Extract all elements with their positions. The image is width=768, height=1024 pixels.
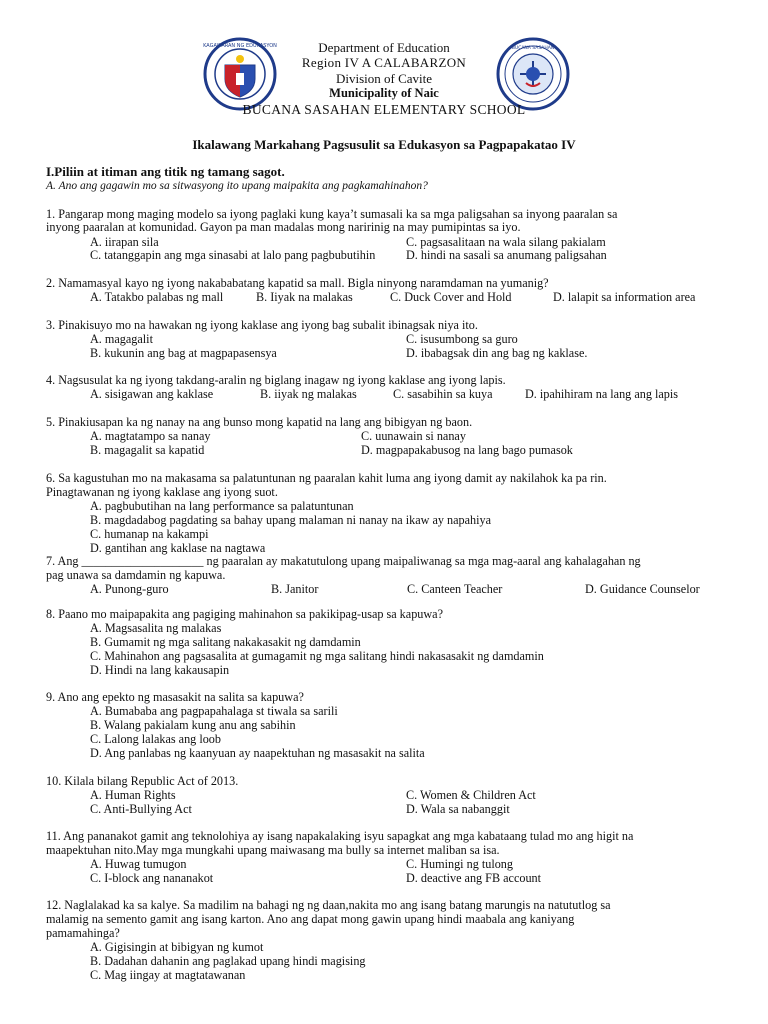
question-10-option[interactable]: C. Anti-Bullying Act (90, 802, 192, 816)
question-6-option[interactable]: C. humanap na kakampi (90, 527, 209, 541)
question-4-option[interactable]: B. iiyak ng malakas (260, 387, 357, 401)
question-2-option[interactable]: B. Iiyak na malakas (256, 290, 353, 304)
question-10-text: 10. Kilala bilang Republic Act of 2013. (46, 774, 239, 788)
question-9-option[interactable]: D. Ang panlabas ng kaanyuan ay naapektuhan ng masasakit na salita (90, 746, 425, 760)
question-11-option[interactable]: A. Huwag tumugon (90, 857, 187, 871)
question-5-option[interactable]: B. magagalit sa kapatid (90, 443, 205, 457)
region-name: Region IV A CALABARZON (301, 55, 467, 70)
question-6-option[interactable]: D. gantihan ang kaklase na nagtawa (90, 541, 266, 555)
question-4-option[interactable]: D. ipahihiram na lang ang lapis (525, 387, 678, 401)
question-5-option[interactable]: C. uunawain si nanay (361, 429, 466, 443)
question-1-option[interactable]: D. hindi na sasali sa anumang paligsahan (406, 248, 607, 262)
question-1-option[interactable]: C. pagsasalitaan na wala silang pakialam (406, 235, 606, 249)
question-9-option[interactable]: A. Bumababa ang pagpapahalaga st tiwala sa sarili (90, 704, 338, 718)
department-name: Department of Education (318, 40, 450, 55)
division-name: Division of Cavite (335, 71, 433, 86)
question-2-option[interactable]: D. lalapit sa information area (553, 290, 696, 304)
question-6-text-cont: Pinagtawanan ng iyong kaklase ang iyong suot. (46, 485, 278, 499)
question-6-text: 6. Sa kagustuhan mo na makasama sa palatuntunan ng paaralan kahit luma ang iyong damit ay nakilahok ka pa rin. (46, 471, 607, 485)
question-4-option[interactable]: C. sasabihin sa kuya (393, 387, 493, 401)
question-7-text-cont: pag unawa sa damdamin ng kapuwa. (46, 568, 226, 582)
question-6-option[interactable]: A. pagbubutihan na lang performance sa palatuntunan (90, 499, 354, 513)
question-7-option[interactable]: B. Janitor (271, 582, 319, 596)
municipality-name: Municipality of Naic (329, 86, 439, 100)
question-3-text: 3. Pinakisuyo mo na hawakan ng iyong kaklase ang iyong bag subalit ibinagsak niya ito. (46, 318, 478, 332)
question-12-text: 12. Naglalakad ka sa kalye. Sa madilim na bahagi ng ng daan,nakita mo ang isang batang marungis na natututlog sa (46, 898, 611, 912)
question-8-option[interactable]: B. Gumamit ng mga salitang nakakasakit ng damdamin (90, 635, 361, 649)
question-11-text: 11. Ang pananakot gamit ang teknolohiya ay isang napakalaking isyu sapagkat ang mga kabataang tulad mo ang higit na (46, 829, 634, 843)
question-9-option[interactable]: C. Lalong lalakas ang loob (90, 732, 221, 746)
question-12-text-cont: malamig na semento gamit ang isang karton. Ano ang dapat mong gawin upang hindi maabala ang kaniyang (46, 912, 575, 926)
question-7-option[interactable]: A. Punong-guro (90, 582, 169, 596)
exam-title: Ikalawang Markahang Pagsusulit sa Edukasyon sa Pagpapakatao IV (192, 137, 576, 152)
question-5-text: 5. Pinakiusapan ka ng nanay na ang bunso mong kapatid na lang ang bibigyan ng baon. (46, 415, 473, 429)
question-4-option[interactable]: A. sisigawan ang kaklase (90, 387, 214, 401)
question-10-option[interactable]: C. Women & Children Act (406, 788, 536, 802)
question-1-option[interactable]: A. iirapan sila (90, 235, 159, 249)
question-12-option[interactable]: A. Gigisingin at bibigyan ng kumot (90, 940, 264, 954)
question-3-option[interactable]: A. magagalit (90, 332, 153, 346)
question-12-option[interactable]: B. Dadahan dahanin ang paglakad upang hindi magising (90, 954, 366, 968)
question-11-text-cont: maapektuhan nito.May mga mungkahi upang maiwasang ma bully sa internet maliban sa isa. (46, 843, 500, 857)
question-2-option[interactable]: A. Tatakbo palabas ng mall (90, 290, 224, 304)
question-5-option[interactable]: D. magpapakabusog na lang bago pumasok (361, 443, 573, 457)
question-8-text: 8. Paano mo maipapakita ang pagiging mahinahon sa pakikipag-usap sa kapuwa? (46, 607, 443, 621)
question-11-option[interactable]: D. deactive ang FB account (406, 871, 542, 885)
school-name: BUCANA SASAHAN ELEMENTARY SCHOOL (242, 102, 526, 117)
question-2-option[interactable]: C. Duck Cover and Hold (390, 290, 512, 304)
question-3-option[interactable]: B. kukunin ang bag at magpapasensya (90, 346, 277, 360)
section-subtitle: A. Ano ang gagawin mo sa sitwasyong ito upang maipakita ang pagkamahinahon? (46, 180, 428, 192)
question-3-option[interactable]: D. ibabagsak din ang bag ng kaklase. (406, 346, 588, 360)
question-8-option[interactable]: A. Magsasalita ng malakas (90, 621, 222, 635)
question-9-option[interactable]: B. Walang pakialam kung anu ang sabihin (90, 718, 296, 732)
question-12-option[interactable]: C. Mag iingay at magtatawanan (90, 968, 246, 982)
question-7-option[interactable]: C. Canteen Teacher (407, 582, 503, 596)
svg-text:BUCANA SASAHAN: BUCANA SASAHAN (511, 46, 555, 51)
question-7-text: 7. Ang ____________________ ng paaralan ay makatutulong upang maipaliwanag sa mga mag-aaral ang kahalagahan ng (46, 554, 641, 568)
question-1-text: 1. Pangarap mong maging modelo sa iyong paglaki kung kaya’t sumasali ka sa mga paligsahan sa inyong paaralan sa (46, 207, 618, 221)
question-4-text: 4. Nagsusulat ka ng iyong takdang-aralin ng biglang inagaw ng iyong kaklase ang iyong lapis. (46, 373, 506, 387)
section-title: I.Piliin at itiman ang titik ng tamang sagot. (46, 164, 285, 179)
question-1-option[interactable]: C. tatanggapin ang mga sinasabi at lalo pang pagbubutihin (90, 248, 376, 262)
question-10-option[interactable]: D. Wala sa nabanggit (406, 802, 510, 816)
question-2-text: 2. Namamasyal kayo ng iyong nakababatang kapatid sa mall. Bigla ninyong naramdaman na yumanig? (46, 276, 549, 290)
question-9-text: 9. Ano ang epekto ng masasakit na salita sa kapuwa? (46, 690, 304, 704)
question-7-option[interactable]: D. Guidance Counselor (585, 582, 700, 596)
svg-text:KAGAWARAN NG EDUKASYON: KAGAWARAN NG EDUKASYON (203, 43, 277, 49)
question-5-option[interactable]: A. magtatampo sa nanay (90, 429, 211, 443)
question-8-option[interactable]: C. Mahinahon ang pagsasalita at gumagamit ng mga salitang hindi nakasasakit ng damdamin (90, 649, 544, 663)
question-3-option[interactable]: C. isusumbong sa guro (406, 332, 518, 346)
question-11-option[interactable]: C. I-block ang nananakot (90, 871, 214, 885)
question-8-option[interactable]: D. Hindi na lang kakausapin (90, 663, 230, 677)
question-11-option[interactable]: C. Humingi ng tulong (406, 857, 513, 871)
question-12-text-cont: pamamahinga? (46, 926, 120, 940)
question-1-text-cont: inyong paaralan at komunidad. Gayon pa man madalas mong naririnig na may pumipintas sa iyo. (46, 220, 521, 234)
question-6-option[interactable]: B. magdadabog pagdating sa bahay upang malaman ni nanay na ikaw ay napahiya (90, 513, 492, 527)
question-10-option[interactable]: A. Human Rights (90, 788, 176, 802)
